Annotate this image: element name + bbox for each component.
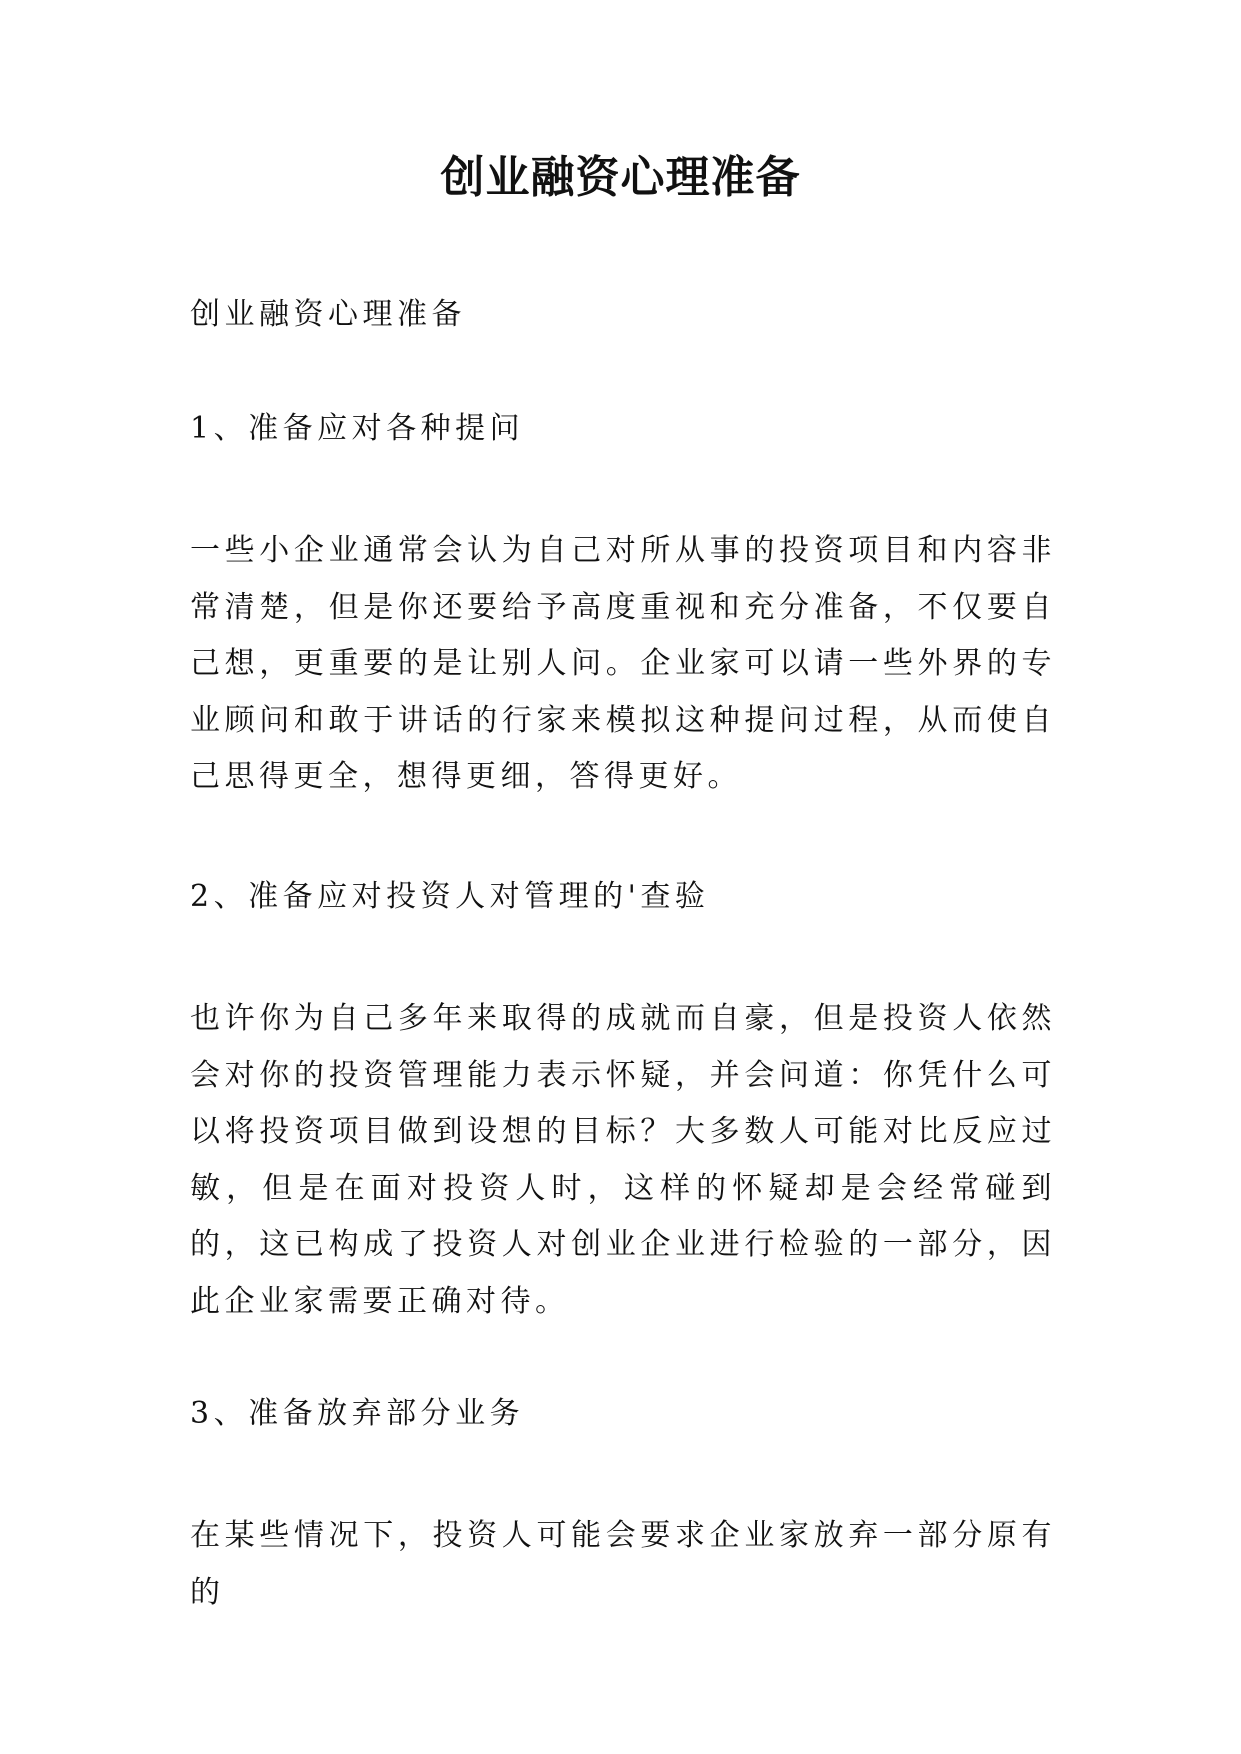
document-title: 创业融资心理准备 bbox=[440, 152, 801, 203]
document-subtitle: 创业融资心理准备 bbox=[190, 297, 466, 332]
section-heading-3: 3、准备放弃部分业务 bbox=[190, 1396, 525, 1431]
section-paragraph-1: 一些小企业通常会认为自己对所从事的投资项目和内容非常清楚，但是你还要给予高度重视和充分准备，不仅要自己想，更重要的是让别人问。企业家可以请一些外界的专业顾问和敢于讲话的行家来模拟这种提问过程，从而使自己思得更全，想得更细，答得更好。 bbox=[190, 533, 1056, 794]
section-heading-1: 1、准备应对各种提问 bbox=[190, 411, 525, 446]
section-heading-2: 2、准备应对投资人对管理的'查验 bbox=[190, 879, 710, 914]
section-paragraph-3: 在某些情况下，投资人可能会要求企业家放弃一部分原有的 bbox=[190, 1518, 1056, 1610]
section-paragraph-2: 也许你为自己多年来取得的成就而自豪，但是投资人依然会对你的投资管理能力表示怀疑，并会问道：你凭什么可以将投资项目做到设想的目标？大多数人可能对比反应过敏，但是在面对投资人时，这样的怀疑却是会经常碰到的，这已构成了投资人对创业企业进行检验的一部分，因此企业家需要正确对待。 bbox=[190, 1001, 1056, 1319]
